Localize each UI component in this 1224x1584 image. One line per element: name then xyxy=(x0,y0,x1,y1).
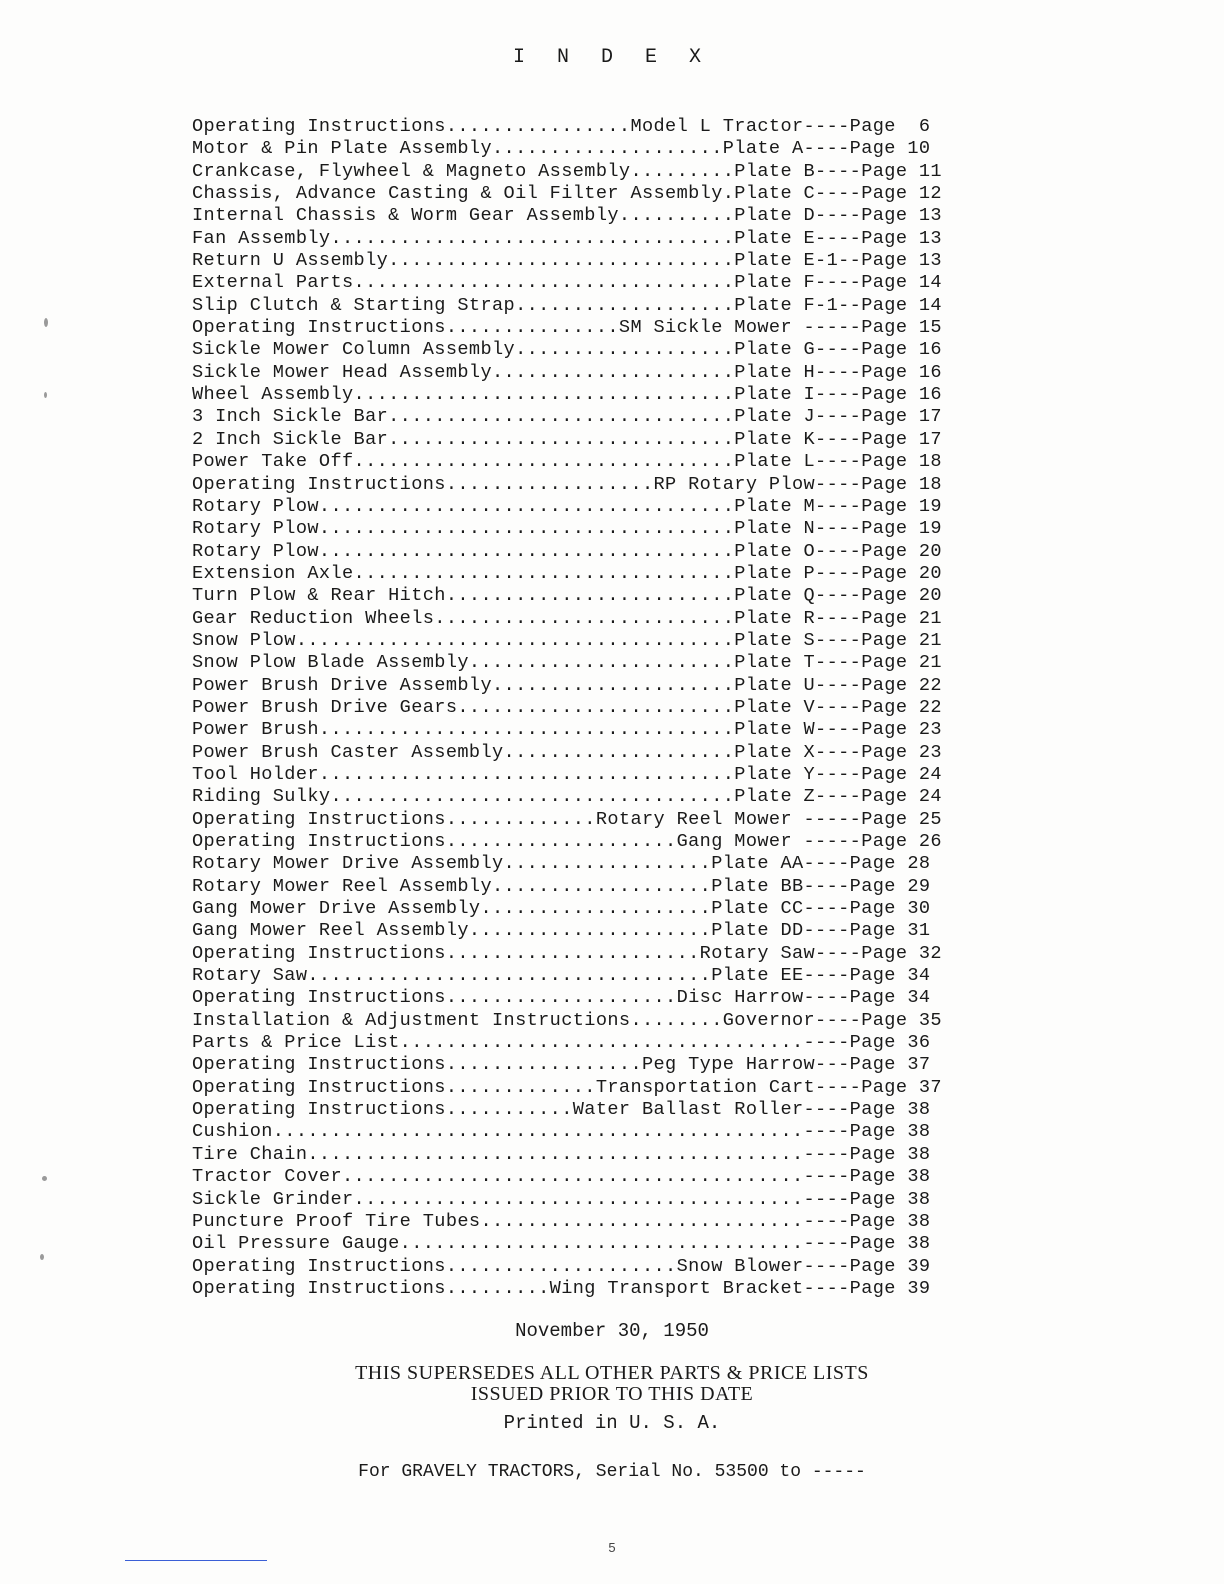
toc-entry: Installation & Adjustment Instructions........Governor----Page 35 xyxy=(192,1009,942,1031)
toc-entry: Wheel Assembly.................................Plate I----Page 16 xyxy=(192,384,942,406)
toc-entry: Gear Reduction Wheels..........................Plate R----Page 21 xyxy=(192,607,942,629)
toc-entry: 3 Inch Sickle Bar..............................Plate J----Page 17 xyxy=(192,406,942,428)
toc-entry: Rotary Plow....................................Plate M----Page 19 xyxy=(192,495,942,517)
margin-speck xyxy=(44,318,48,327)
toc-entry: Tractor Cover........................................----Page 38 xyxy=(192,1166,931,1188)
toc-entry: Extension Axle.................................Plate P----Page 20 xyxy=(192,562,942,584)
toc-entry: Operating Instructions.............Transportation Cart----Page 37 xyxy=(192,1076,942,1098)
toc-entry: Slip Clutch & Starting Strap...................Plate F-1--Page 14 xyxy=(192,294,942,316)
toc-entry: Sickle Grinder.......................................----Page 38 xyxy=(192,1188,931,1210)
toc-entry: Riding Sulky...................................Plate Z----Page 24 xyxy=(192,786,942,808)
toc-entry: Sickle Mower Head Assembly.....................Plate H----Page 16 xyxy=(192,361,942,383)
notice-line-1: THIS SUPERSEDES ALL OTHER PARTS & PRICE LISTS xyxy=(355,1362,869,1384)
toc-entry: Operating Instructions.................Peg Type Harrow---Page 37 xyxy=(192,1054,931,1076)
toc-entry: Gang Mower Drive Assembly....................Plate CC----Page 30 xyxy=(192,898,931,920)
toc-entry: Operating Instructions...............SM Sickle Mower -----Page 15 xyxy=(192,317,942,339)
toc-entry: Rotary Mower Reel Assembly...................Plate BB----Page 29 xyxy=(192,875,931,897)
toc-entry: Power Brush....................................Plate W----Page 23 xyxy=(192,719,942,741)
margin-speck xyxy=(42,1176,47,1181)
table-of-contents xyxy=(192,116,1072,1300)
toc-entry: Operating Instructions....................Disc Harrow----Page 34 xyxy=(192,987,931,1009)
serial-number-line: For GRAVELY TRACTORS, Serial No. 53500 to ----- xyxy=(358,1462,866,1482)
toc-entry: Operating Instructions....................Snow Blower----Page 39 xyxy=(192,1255,931,1277)
index-title: I N D E X xyxy=(512,46,712,69)
toc-entry: Rotary Plow....................................Plate N----Page 19 xyxy=(192,518,942,540)
toc-entry: Oil Pressure Gauge...................................----Page 38 xyxy=(192,1233,931,1255)
toc-entry: Return U Assembly..............................Plate E-1--Page 13 xyxy=(192,250,942,272)
toc-entry: Turn Plow & Rear Hitch.........................Plate Q----Page 20 xyxy=(192,585,942,607)
toc-entry: Power Brush Caster Assembly....................Plate X----Page 23 xyxy=(192,741,942,763)
page-number: 5 xyxy=(608,1540,616,1555)
margin-speck xyxy=(40,1254,44,1260)
toc-entry: Operating Instructions..................RP Rotary Plow----Page 18 xyxy=(192,473,942,495)
toc-entry: Operating Instructions....................Gang Mower -----Page 26 xyxy=(192,831,942,852)
toc-entry: Power Brush Drive Gears........................Plate V----Page 22 xyxy=(192,696,942,718)
toc-entry: Crankcase, Flywheel & Magneto Assembly.........Plate B----Page 11 xyxy=(192,160,942,182)
notice-line-2: ISSUED PRIOR TO THIS DATE xyxy=(470,1383,754,1405)
toc-entry: Fan Assembly...................................Plate E----Page 13 xyxy=(192,227,942,249)
toc-entry: Snow Plow Blade Assembly.......................Plate T----Page 21 xyxy=(192,652,942,674)
supersedes-notice xyxy=(0,1363,1224,1405)
toc-entry: Internal Chassis & Worm Gear Assembly..........Plate D----Page 13 xyxy=(192,205,942,227)
toc-entry: 2 Inch Sickle Bar..............................Plate K----Page 17 xyxy=(192,428,942,450)
toc-entry: Operating Instructions...........Water Ballast Roller----Page 38 xyxy=(192,1099,931,1121)
toc-entry: Parts & Price List...................................----Page 36 xyxy=(192,1032,931,1054)
footer-rule xyxy=(125,1560,267,1561)
toc-entry: Motor & Pin Plate Assembly....................Plate A----Page 10 xyxy=(192,138,931,160)
toc-entry: Operating Instructions......................Rotary Saw----Page 32 xyxy=(192,942,942,964)
toc-entry: Rotary Mower Drive Assembly..................Plate AA----Page 28 xyxy=(192,853,931,875)
toc-entry: Rotary Saw...................................Plate EE----Page 34 xyxy=(192,965,931,987)
toc-entry: Sickle Mower Column Assembly...................Plate G----Page 16 xyxy=(192,339,942,361)
toc-entry: Operating Instructions.............Rotary Reel Mower -----Page 25 xyxy=(192,808,942,830)
toc-entry: Snow Plow......................................Plate S----Page 21 xyxy=(192,629,942,651)
document-date: November 30, 1950 xyxy=(515,1320,709,1342)
toc-entry: Puncture Proof Tire Tubes............................----Page 38 xyxy=(192,1210,931,1232)
toc-entry: Rotary Plow....................................Plate O----Page 20 xyxy=(192,540,942,562)
toc-entry: Power Brush Drive Assembly.....................Plate U----Page 22 xyxy=(192,674,942,696)
margin-speck xyxy=(44,392,47,398)
toc-entry: Cushion..............................................----Page 38 xyxy=(192,1121,931,1143)
toc-entry: Gang Mower Reel Assembly.....................Plate DD----Page 31 xyxy=(192,920,931,942)
toc-entry: Tire Chain...........................................----Page 38 xyxy=(192,1143,931,1165)
toc-entry: Tool Holder....................................Plate Y----Page 24 xyxy=(192,763,942,785)
toc-entry: Operating Instructions................Model L Tractor----Page 6 xyxy=(192,116,931,137)
toc-entry: Operating Instructions.........Wing Transport Bracket----Page 39 xyxy=(192,1277,931,1299)
toc-entry: Power Take Off.................................Plate L----Page 18 xyxy=(192,451,942,473)
toc-entry: External Parts.................................Plate F----Page 14 xyxy=(192,272,942,294)
printed-in-usa: Printed in U. S. A. xyxy=(503,1412,721,1434)
toc-entry: Chassis, Advance Casting & Oil Filter Assembly.Plate C----Page 12 xyxy=(192,183,942,205)
